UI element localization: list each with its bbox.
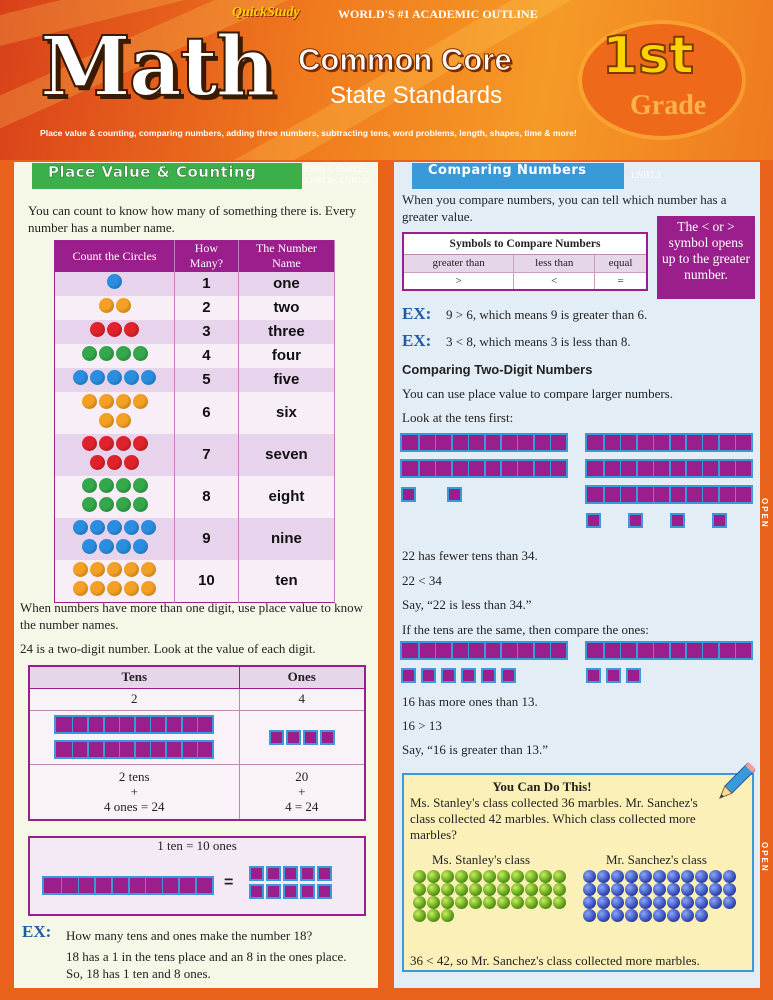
marble bbox=[553, 883, 566, 896]
unit-block bbox=[421, 668, 436, 683]
marble bbox=[681, 870, 694, 883]
marble bbox=[667, 870, 680, 883]
say-text: Say, “16 is greater than 13.” bbox=[402, 742, 549, 757]
number-name: ten bbox=[238, 560, 334, 603]
marble bbox=[667, 883, 680, 896]
example-question: How many tens and ones make the number 18? bbox=[66, 928, 313, 943]
table-row bbox=[55, 476, 335, 518]
marble bbox=[723, 896, 736, 909]
section-heading-comparing: Comparing Numbers bbox=[412, 163, 624, 189]
unit-block bbox=[249, 884, 264, 899]
marble bbox=[413, 870, 426, 883]
circles-cell bbox=[55, 272, 175, 296]
unit-block bbox=[481, 668, 496, 683]
circles-cell bbox=[55, 560, 175, 603]
number-name: seven bbox=[238, 434, 334, 476]
count-number: 2 bbox=[175, 296, 239, 320]
column-header: The Number Name bbox=[238, 241, 334, 272]
table-row bbox=[55, 518, 335, 560]
count-circle bbox=[116, 497, 131, 512]
tens-header: Tens bbox=[29, 666, 239, 688]
count-circle bbox=[116, 478, 131, 493]
count-circle bbox=[107, 322, 122, 337]
count-circle bbox=[124, 322, 139, 337]
count-circle bbox=[107, 562, 122, 577]
marble bbox=[553, 870, 566, 883]
marble bbox=[455, 883, 468, 896]
circles-cell bbox=[55, 476, 175, 518]
count-circle bbox=[116, 539, 131, 554]
table-row bbox=[55, 344, 335, 368]
marble bbox=[455, 870, 468, 883]
example-answer: 18 has a 1 in the tens place and an 8 in the ones place. So, 18 has 1 ten and 8 ones. bbox=[66, 949, 347, 981]
unit-block bbox=[501, 668, 516, 683]
marble bbox=[695, 909, 708, 922]
count-circle bbox=[116, 346, 131, 361]
marble bbox=[597, 870, 610, 883]
say-text: Say, “22 is less than 34.” bbox=[402, 597, 532, 612]
marble bbox=[681, 883, 694, 896]
unit-block bbox=[626, 668, 641, 683]
marble bbox=[611, 883, 624, 896]
equals-sign: = bbox=[224, 874, 234, 891]
count-circle bbox=[133, 539, 148, 554]
marble bbox=[695, 870, 708, 883]
marble bbox=[583, 870, 596, 883]
table-row bbox=[55, 272, 335, 296]
ten-rod bbox=[400, 459, 568, 478]
table-row bbox=[55, 434, 335, 476]
unit-block bbox=[401, 668, 416, 683]
marble bbox=[427, 909, 440, 922]
marble bbox=[625, 883, 638, 896]
grade-number: 1st bbox=[602, 26, 694, 86]
subtitle: Place value & counting, comparing numbers, adding three numbers, subtracting tens, word problems, length, shapes, time & more! bbox=[40, 128, 577, 138]
marble bbox=[583, 896, 596, 909]
marble bbox=[611, 896, 624, 909]
unit-block bbox=[606, 668, 621, 683]
unit-block bbox=[303, 730, 318, 745]
open-tab-label: OPEN bbox=[760, 842, 769, 873]
marble bbox=[525, 896, 538, 909]
count-circle bbox=[107, 370, 122, 385]
number-name: four bbox=[238, 344, 334, 368]
tens-digit: 2 bbox=[29, 688, 239, 710]
count-circle bbox=[133, 346, 148, 361]
marble bbox=[483, 870, 496, 883]
column-header: How Many? bbox=[175, 241, 239, 272]
marble bbox=[539, 896, 552, 909]
unit-block bbox=[266, 866, 281, 881]
practice-title: You Can Do This! bbox=[492, 779, 592, 794]
page-title: Math bbox=[40, 19, 274, 115]
marble bbox=[469, 870, 482, 883]
count-number: 6 bbox=[175, 392, 239, 434]
count-circle bbox=[90, 581, 105, 596]
marble bbox=[611, 909, 624, 922]
counting-table bbox=[54, 240, 335, 603]
marble bbox=[511, 883, 524, 896]
count-circle bbox=[133, 436, 148, 451]
section-heading-place-value: Place Value & Counting bbox=[32, 163, 302, 189]
tens-expl-line: 2 tens bbox=[118, 769, 150, 785]
number-name: six bbox=[238, 392, 334, 434]
marble bbox=[611, 870, 624, 883]
tens-expl-line: 4 ones = 24 bbox=[104, 799, 165, 815]
count-circle bbox=[99, 413, 114, 428]
unit-block bbox=[441, 668, 456, 683]
circles-cell bbox=[55, 518, 175, 560]
class-b-label: Mr. Sanchez's class bbox=[606, 852, 707, 867]
circles-cell bbox=[55, 344, 175, 368]
count-circle bbox=[73, 562, 88, 577]
count-circle bbox=[124, 562, 139, 577]
class-a-label: Ms. Stanley's class bbox=[432, 852, 531, 867]
practice-answer: 36 < 42, so Mr. Sanchez's class collected more marbles. bbox=[410, 953, 700, 968]
count-circle bbox=[99, 298, 114, 313]
number-name: eight bbox=[238, 476, 334, 518]
marble bbox=[427, 883, 440, 896]
symbol-value: = bbox=[595, 272, 647, 290]
ten-unit-blocks bbox=[248, 864, 360, 900]
title-common-core: Common Core bbox=[298, 42, 512, 77]
tens-expl-line: + bbox=[130, 784, 138, 800]
ten-rod bbox=[585, 641, 753, 660]
tens-blocks bbox=[29, 710, 239, 764]
example-text: 3 < 8, which means 3 is less than 8. bbox=[446, 334, 631, 349]
unit-block bbox=[269, 730, 284, 745]
marble bbox=[653, 870, 666, 883]
look-tens-text: Look at the tens first: bbox=[402, 410, 514, 425]
inequality: 16 > 13 bbox=[402, 718, 442, 733]
count-circle bbox=[73, 581, 88, 596]
marble bbox=[497, 896, 510, 909]
marble bbox=[639, 896, 652, 909]
count-circle bbox=[107, 581, 122, 596]
unit-block bbox=[461, 668, 476, 683]
standards-code: 1.NBT.3 bbox=[630, 170, 661, 180]
more-ones-text: 16 has more ones than 13. bbox=[402, 694, 538, 709]
marble bbox=[525, 883, 538, 896]
count-circle bbox=[82, 539, 97, 554]
marble bbox=[653, 909, 666, 922]
count-circle bbox=[90, 562, 105, 577]
marble bbox=[625, 896, 638, 909]
marble bbox=[597, 896, 610, 909]
count-circle bbox=[82, 346, 97, 361]
marble bbox=[695, 883, 708, 896]
count-number: 7 bbox=[175, 434, 239, 476]
comparing-intro: When you compare numbers, you can tell which number has a greater value. bbox=[402, 192, 727, 224]
marble bbox=[483, 883, 496, 896]
count-circle bbox=[124, 581, 139, 596]
intro-text: You can count to know how many of something there is. Every number has a number name. bbox=[28, 203, 356, 235]
practice-problem: Ms. Stanley's class collected 36 marbles. Mr. Sanchez's class collected 42 marbles. Which class collected more marbles? bbox=[410, 795, 698, 842]
count-circle bbox=[99, 346, 114, 361]
ten-rod bbox=[400, 641, 568, 660]
marble bbox=[583, 909, 596, 922]
unit-block bbox=[586, 668, 601, 683]
count-circle bbox=[90, 455, 105, 470]
circles-cell bbox=[55, 320, 175, 344]
marble bbox=[539, 870, 552, 883]
unit-block bbox=[317, 884, 332, 899]
marble bbox=[597, 909, 610, 922]
count-circle bbox=[99, 497, 114, 512]
count-circle bbox=[116, 394, 131, 409]
symbol-header: less than bbox=[514, 254, 595, 272]
marble bbox=[639, 870, 652, 883]
marble bbox=[709, 870, 722, 883]
table-row bbox=[55, 392, 335, 434]
ones-header: Ones bbox=[239, 666, 365, 688]
tagline: WORLD'S #1 ACADEMIC OUTLINE bbox=[338, 7, 538, 21]
count-circle bbox=[82, 394, 97, 409]
table-row bbox=[55, 296, 335, 320]
marbles-sanchez bbox=[582, 870, 752, 950]
marble bbox=[455, 896, 468, 909]
number-name: one bbox=[238, 272, 334, 296]
marble bbox=[625, 909, 638, 922]
two-digit-intro: You can use place value to compare larger numbers. bbox=[402, 386, 673, 401]
marble bbox=[653, 896, 666, 909]
marble bbox=[639, 909, 652, 922]
marble bbox=[553, 896, 566, 909]
marble bbox=[483, 896, 496, 909]
table-row bbox=[55, 320, 335, 344]
count-circle bbox=[107, 455, 122, 470]
ones-blocks bbox=[239, 710, 365, 764]
count-circle bbox=[133, 497, 148, 512]
circles-cell bbox=[55, 296, 175, 320]
count-circle bbox=[90, 322, 105, 337]
number-13-blocks bbox=[585, 641, 753, 684]
count-number: 1 bbox=[175, 272, 239, 296]
ten-equals-text: 1 ten = 10 ones bbox=[157, 838, 237, 853]
ones-expl-line: 20 bbox=[295, 769, 309, 785]
ten-rod bbox=[54, 715, 214, 734]
unit-block bbox=[586, 513, 601, 528]
circles-cell bbox=[55, 392, 175, 434]
marble bbox=[681, 896, 694, 909]
tens-ones-table bbox=[28, 665, 366, 821]
marble bbox=[723, 870, 736, 883]
count-circle bbox=[99, 436, 114, 451]
example-label: EX: bbox=[22, 922, 52, 941]
count-circle bbox=[116, 413, 131, 428]
number-16-blocks bbox=[400, 641, 580, 684]
unit-block bbox=[283, 866, 298, 881]
symbol-header: greater than bbox=[403, 254, 514, 272]
marble bbox=[497, 870, 510, 883]
fewer-text: 22 has fewer tens than 34. bbox=[402, 548, 538, 563]
example-label: EX: bbox=[402, 304, 432, 323]
marble bbox=[413, 909, 426, 922]
count-circle bbox=[82, 436, 97, 451]
count-number: 5 bbox=[175, 368, 239, 392]
marble bbox=[709, 896, 722, 909]
count-circle bbox=[116, 436, 131, 451]
count-circle bbox=[133, 478, 148, 493]
count-number: 8 bbox=[175, 476, 239, 518]
table-row bbox=[55, 560, 335, 603]
marble bbox=[525, 870, 538, 883]
unit-block bbox=[300, 866, 315, 881]
count-circle bbox=[124, 520, 139, 535]
marble bbox=[511, 870, 524, 883]
title-state-standards: State Standards bbox=[330, 82, 503, 109]
marble bbox=[709, 883, 722, 896]
ones-explanation bbox=[239, 764, 365, 820]
example-label: EX: bbox=[402, 331, 432, 350]
marble bbox=[639, 883, 652, 896]
count-number: 3 bbox=[175, 320, 239, 344]
count-circle bbox=[124, 370, 139, 385]
marble bbox=[653, 883, 666, 896]
unit-block bbox=[286, 730, 301, 745]
table-row bbox=[55, 368, 335, 392]
count-circle bbox=[141, 520, 156, 535]
marble bbox=[723, 883, 736, 896]
ten-rod-example bbox=[42, 876, 214, 895]
symbol-note: The < or > symbol opens up to the greater number. bbox=[657, 216, 755, 299]
unit-block bbox=[401, 487, 416, 502]
column-header: Count the Circles bbox=[55, 241, 175, 272]
unit-block bbox=[628, 513, 643, 528]
ones-expl-line: 4 = 24 bbox=[285, 799, 319, 815]
marble bbox=[427, 870, 440, 883]
symbols-table bbox=[402, 232, 648, 291]
grade-word: Grade bbox=[630, 90, 707, 121]
marble bbox=[695, 896, 708, 909]
ten-rod bbox=[585, 459, 753, 478]
unit-block bbox=[447, 487, 462, 502]
count-circle bbox=[124, 455, 139, 470]
marbles-stanley bbox=[412, 870, 572, 930]
number-34-blocks bbox=[585, 433, 753, 529]
count-circle bbox=[141, 370, 156, 385]
symbol-value: < bbox=[514, 272, 595, 290]
open-tab-label: OPEN bbox=[760, 498, 769, 529]
pencil-icon bbox=[712, 762, 756, 806]
ten-rod bbox=[42, 876, 214, 895]
marble bbox=[441, 870, 454, 883]
count-circle bbox=[82, 478, 97, 493]
count-number: 4 bbox=[175, 344, 239, 368]
circles-cell bbox=[55, 434, 175, 476]
place-value-text: When numbers have more than one digit, use place value to know the number names. bbox=[20, 600, 363, 632]
count-circle bbox=[116, 298, 131, 313]
marble bbox=[413, 883, 426, 896]
unit-block bbox=[283, 884, 298, 899]
marble bbox=[583, 883, 596, 896]
count-circle bbox=[99, 394, 114, 409]
standards-code: 1.NBT.1, 1.NBT.2a, 1.NBT.2b, 1.NBT.2c bbox=[304, 165, 371, 185]
two-digit-text: 24 is a two-digit number. Look at the value of each digit. bbox=[20, 641, 316, 656]
marble bbox=[441, 883, 454, 896]
marble bbox=[413, 896, 426, 909]
count-circle bbox=[107, 520, 122, 535]
number-22-blocks bbox=[400, 433, 568, 503]
unit-block bbox=[266, 884, 281, 899]
subsection-title: Comparing Two-Digit Numbers bbox=[402, 362, 593, 377]
ten-rod bbox=[400, 433, 568, 452]
marble bbox=[625, 870, 638, 883]
marble bbox=[681, 909, 694, 922]
symbol-value: > bbox=[403, 272, 514, 290]
tens-explanation bbox=[29, 764, 239, 820]
unit-block bbox=[670, 513, 685, 528]
count-number: 9 bbox=[175, 518, 239, 560]
marble bbox=[511, 896, 524, 909]
inequality: 22 < 34 bbox=[402, 573, 442, 588]
count-circle bbox=[73, 370, 88, 385]
number-name: nine bbox=[238, 518, 334, 560]
marble bbox=[469, 896, 482, 909]
unit-block bbox=[249, 866, 264, 881]
same-tens-text: If the tens are the same, then compare the ones: bbox=[402, 622, 649, 637]
marble bbox=[667, 909, 680, 922]
marble bbox=[497, 883, 510, 896]
count-circle bbox=[141, 562, 156, 577]
unit-block bbox=[712, 513, 727, 528]
count-circle bbox=[90, 520, 105, 535]
symbols-title: Symbols to Compare Numbers bbox=[403, 233, 647, 254]
marble bbox=[667, 896, 680, 909]
count-circle bbox=[133, 394, 148, 409]
marble bbox=[469, 883, 482, 896]
example-text: 9 > 6, which means 9 is greater than 6. bbox=[446, 307, 648, 322]
count-circle bbox=[90, 370, 105, 385]
unit-block bbox=[317, 866, 332, 881]
unit-block bbox=[300, 884, 315, 899]
number-name: three bbox=[238, 320, 334, 344]
marble bbox=[597, 883, 610, 896]
marble bbox=[539, 883, 552, 896]
number-name: five bbox=[238, 368, 334, 392]
marble bbox=[441, 909, 454, 922]
count-circle bbox=[99, 478, 114, 493]
ones-digit: 4 bbox=[239, 688, 365, 710]
count-circle bbox=[73, 520, 88, 535]
count-number: 10 bbox=[175, 560, 239, 603]
circles-cell bbox=[55, 368, 175, 392]
ones-expl-line: + bbox=[298, 784, 306, 800]
count-circle bbox=[107, 274, 122, 289]
unit-block bbox=[320, 730, 335, 745]
brand-logo: QuickStudy bbox=[232, 5, 300, 20]
symbol-header: equal bbox=[595, 254, 647, 272]
ten-rod bbox=[585, 433, 753, 452]
number-name: two bbox=[238, 296, 334, 320]
ten-rod bbox=[54, 740, 214, 759]
count-circle bbox=[141, 581, 156, 596]
marble bbox=[427, 896, 440, 909]
ten-rod bbox=[585, 485, 753, 504]
count-circle bbox=[99, 539, 114, 554]
marble bbox=[441, 896, 454, 909]
count-circle bbox=[82, 497, 97, 512]
